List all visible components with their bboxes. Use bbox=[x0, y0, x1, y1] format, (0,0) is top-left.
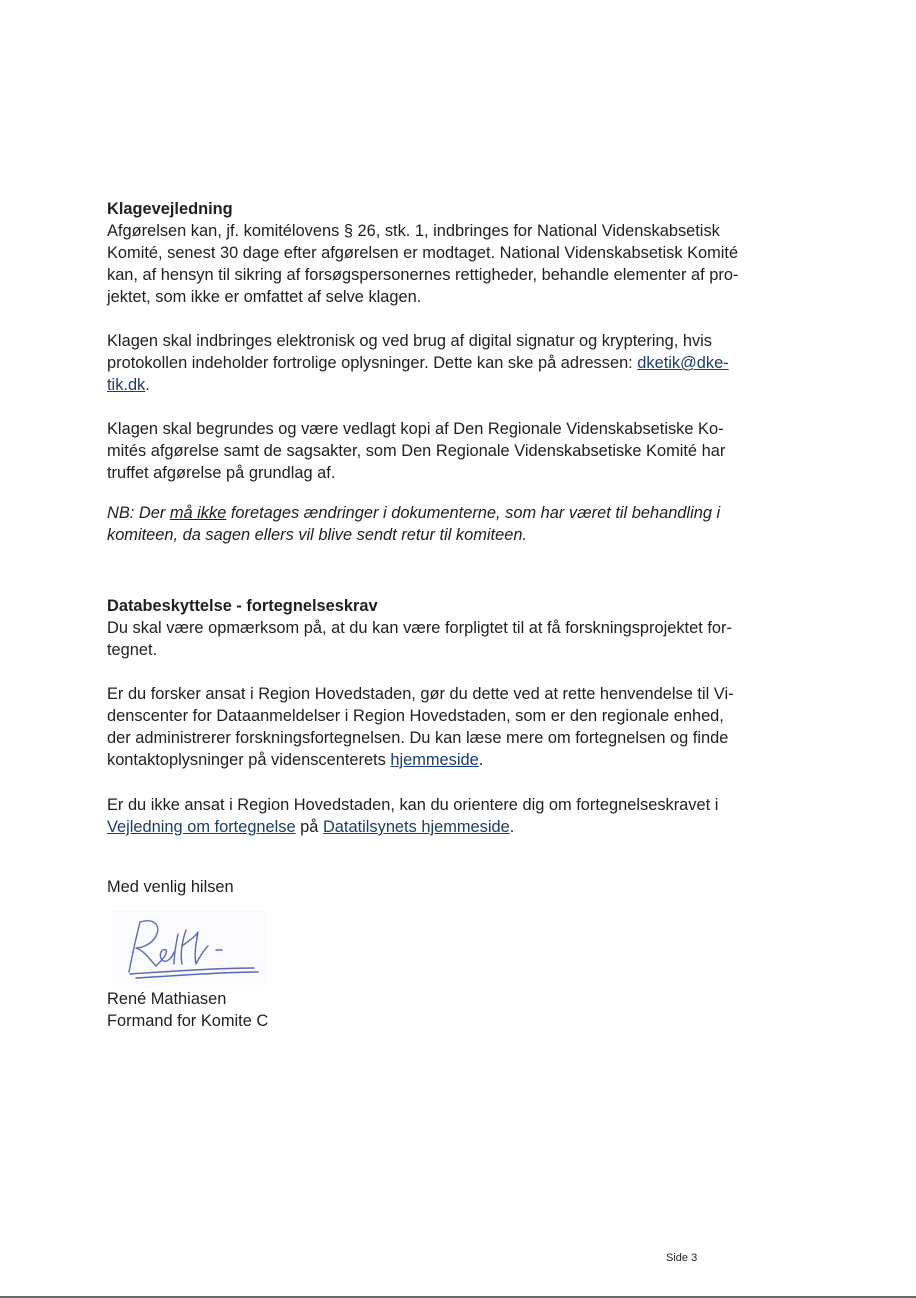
text-line: Du skal være opmærksom på, at du kan være forpligtet til at få forskningsprojektet for- bbox=[107, 619, 732, 637]
text-line: Komité, senest 30 dage efter afgørelsen er modtaget. National Videnskabsetisk Komité bbox=[107, 244, 739, 262]
complaint-paragraph-1 bbox=[107, 220, 767, 308]
signer-title: Formand for Komite C bbox=[107, 1012, 269, 1030]
text-fragment: . bbox=[509, 818, 515, 836]
hjemmeside-link[interactable]: hjemmeside bbox=[390, 751, 479, 769]
data-paragraph-2 bbox=[107, 683, 767, 771]
text-fragment: kontaktoplysninger på videnscenterets bbox=[107, 751, 391, 769]
data-paragraph-1 bbox=[107, 617, 767, 661]
text-line bbox=[107, 749, 767, 771]
text-line: Er du ikke ansat i Region Hovedstaden, kan du orientere dig om fortegnelseskravet i bbox=[107, 796, 719, 814]
text-line: Afgørelsen kan, jf. komitélovens § 26, stk. 1, indbringes for National Videnskabsetisk bbox=[107, 222, 720, 240]
data-protection-heading: Databeskyttelse - fortegnelseskrav bbox=[107, 597, 378, 615]
text-fragment: . bbox=[478, 751, 484, 769]
text-fragment: foretages ændringer i dokumenterne, som har været til behandling i bbox=[226, 504, 721, 522]
text-line: mités afgørelse samt de sagsakter, som Den Regionale Videnskabsetiske Komité har bbox=[107, 442, 726, 460]
text-line: kan, af hensyn til sikring af forsøgspersonernes rettigheder, behandle elementer af pro- bbox=[107, 266, 739, 284]
emphasis-underline: må ikke bbox=[169, 504, 227, 522]
complaint-guidance-heading: Klagevejledning bbox=[107, 200, 233, 218]
email-link-part1[interactable]: dketik@dke- bbox=[637, 354, 729, 372]
data-paragraph-3 bbox=[107, 794, 767, 838]
greeting: Med venlig hilsen bbox=[107, 878, 234, 896]
text-line: jektet, som ikke er omfattet af selve klagen. bbox=[107, 288, 422, 306]
text-fragment: protokollen indeholder fortrolige oplysninger. Dette kan ske på adressen: bbox=[107, 354, 638, 372]
text-line: tegnet. bbox=[107, 641, 158, 659]
text-line bbox=[107, 816, 767, 838]
text-line: denscenter for Dataanmeldelser i Region Hovedstaden, som er den regionale enhed, bbox=[107, 707, 724, 725]
text-fragment: NB: Der bbox=[107, 504, 170, 522]
text-line: der administrerer forskningsfortegnelsen. Du kan læse mere om fortegnelsen og finde bbox=[107, 729, 729, 747]
text-line bbox=[107, 374, 767, 396]
complaint-paragraph-3 bbox=[107, 418, 767, 484]
text-line: truffet afgørelse på grundlag af. bbox=[107, 464, 336, 482]
text-line bbox=[107, 502, 767, 524]
text-line bbox=[107, 352, 767, 374]
vejledning-link[interactable]: Vejledning om fortegnelse bbox=[107, 818, 296, 836]
letter-body bbox=[107, 198, 767, 898]
text-line: Klagen skal begrundes og være vedlagt kopi af Den Regionale Videnskabsetiske Ko- bbox=[107, 420, 724, 438]
text-fragment: . bbox=[145, 376, 150, 394]
page-number: Side 3 bbox=[666, 1252, 698, 1264]
text-fragment: på bbox=[295, 818, 323, 836]
signer-block bbox=[107, 988, 507, 1032]
text-line: Klagen skal indbringes elektronisk og ved brug af digital signatur og kryptering, hvis bbox=[107, 332, 712, 350]
text-line: Er du forsker ansat i Region Hovedstaden, gør du dette ved at rette henvendelse til Vi- bbox=[107, 685, 734, 703]
signature-image bbox=[112, 910, 267, 985]
signer-name: René Mathiasen bbox=[107, 990, 227, 1008]
email-link-part2[interactable]: tik.dk bbox=[107, 376, 146, 394]
text-line: komiteen, da sagen ellers vil blive sendt retur til komiteen. bbox=[107, 526, 527, 544]
complaint-paragraph-2 bbox=[107, 330, 767, 396]
datatilsynet-link[interactable]: Datatilsynets hjemmeside bbox=[322, 818, 510, 836]
nb-note bbox=[107, 502, 767, 546]
